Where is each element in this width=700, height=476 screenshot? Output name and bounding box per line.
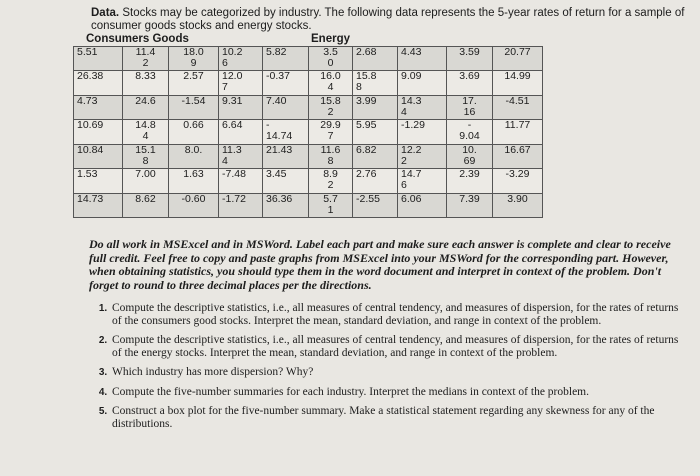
table-cell: 3.90 [493,193,543,217]
consumer-goods-caption: Consumers Goods [86,33,189,45]
table-cell: 5.51 [74,47,123,71]
table-row [74,47,543,71]
table-cell: -7.48 [219,169,263,193]
table-row [74,169,543,193]
table-cell: 14.73 [74,193,123,217]
question-item: 5. Construct a box plot for the five-number summary. Make a statistical statement regarding any skewness for any of the distributions. [110,405,690,430]
table-cell: 7.40 [263,95,309,119]
table-cell: 21.43 [263,144,309,168]
table-row [74,144,543,168]
table-cell: 26.38 [74,71,123,95]
table-cell: 14.99 [493,71,543,95]
question-item: 4. Compute the five-number summaries for each industry. Interpret the medians in context of the problem. [110,386,690,399]
table-cell: 11.3 4 [219,144,263,168]
table-cell: 18.0 9 [169,47,219,71]
table-cell: 1.53 [74,169,123,193]
data-label: Data. [91,7,120,19]
table-cell: 10.84 [74,144,123,168]
intro-paragraph [91,7,691,33]
table-cell: 24.6 [123,95,169,119]
table-row [74,193,543,217]
table-cell: 9.09 [398,71,447,95]
instructions: Do all work in MSExcel and in MSWord. Label each part and make sure each answer is complete and clear to receive full credit. Feel free to copy and paste graphs from MSExcel into your MSWord for the corresponding part. However, when obtaining statistics, you should type them in the word document and interpret in context of the problem. Don't forget to round to three decimal places per the directions. [89,237,671,292]
table-cell: 14.3 4 [398,95,447,119]
table-cell: 11.77 [493,120,543,144]
table-cell: 10.2 6 [219,47,263,71]
table-cell: 3.59 [447,47,493,71]
table-cell: 5.82 [263,47,309,71]
table-cell: 8.9 2 [309,169,353,193]
table-cell: -2.55 [353,193,398,217]
table-cell: 11.4 2 [123,47,169,71]
table-cell: 3.5 0 [309,47,353,71]
table-cell: 0.66 [169,120,219,144]
table-cell: 2.68 [353,47,398,71]
table-cell: 6.06 [398,193,447,217]
table-cell: 15.8 2 [309,95,353,119]
table-cell: 17. 16 [447,95,493,119]
table-cell: 14.7 6 [398,169,447,193]
returns-table [73,46,543,218]
table-row [74,120,543,144]
table-cell: 15.1 8 [123,144,169,168]
table-cell: 11.6 8 [309,144,353,168]
table-cell: 4.43 [398,47,447,71]
table-cell: 2.76 [353,169,398,193]
table-cell: 16.67 [493,144,543,168]
question-item: 3. Which industry has more dispersion? Why? [110,366,690,379]
table-cell: 4.73 [74,95,123,119]
table-cell: 20.77 [493,47,543,71]
table-cell: 8.62 [123,193,169,217]
table-cell: 10.69 [74,120,123,144]
table-cell: 3.45 [263,169,309,193]
table-cell: -4.51 [493,95,543,119]
table-cell: 2.39 [447,169,493,193]
table-cell: 8.0. [169,144,219,168]
table-cell: -1.54 [169,95,219,119]
table-cell: -0.37 [263,71,309,95]
table-cell: 10. 69 [447,144,493,168]
table-cell: 5.95 [353,120,398,144]
table-cell: - 14.74 [263,120,309,144]
table-row [74,95,543,119]
table-cell: -3.29 [493,169,543,193]
table-cell: - 9.04 [447,120,493,144]
table-cell: 3.69 [447,71,493,95]
table-cell: 1.63 [169,169,219,193]
table-cell: 2.57 [169,71,219,95]
table-cell: -0.60 [169,193,219,217]
table-cell: 15.8 8 [353,71,398,95]
question-item: 1. Compute the descriptive statistics, i.e., all measures of central tendency, and measures of dispersion, for the rates of returns of the consumers good stocks. Interpret the mean, standard deviation, and range in context of the problem. [110,302,690,327]
table-cell: 6.64 [219,120,263,144]
table-cell: -1.72 [219,193,263,217]
table-cell: 9.31 [219,95,263,119]
table-cell: 3.99 [353,95,398,119]
table-cell: 14.8 4 [123,120,169,144]
table-cell: 8.33 [123,71,169,95]
question-list [94,302,690,437]
table-cell: 12.2 2 [398,144,447,168]
energy-caption: Energy [311,33,350,45]
table-cell: 7.39 [447,193,493,217]
question-item: 2. Compute the descriptive statistics, i.e., all measures of central tendency, and measures of dispersion, for the rates of returns of the energy stocks. Interpret the mean, standard deviation, and range in context of the problem. [110,334,690,359]
table-cell: -1.29 [398,120,447,144]
table-row [74,71,543,95]
intro-text: Stocks may be categorized by industry. The following data represents the 5-year rates of return for a sample of consumer goods stocks and energy stocks. [91,7,685,32]
table-cell: 6.82 [353,144,398,168]
table-cell: 5.7 1 [309,193,353,217]
table-cell: 36.36 [263,193,309,217]
table-cell: 7.00 [123,169,169,193]
table-cell: 29.9 7 [309,120,353,144]
table-cell: 16.0 4 [309,71,353,95]
table-cell: 12.0 7 [219,71,263,95]
